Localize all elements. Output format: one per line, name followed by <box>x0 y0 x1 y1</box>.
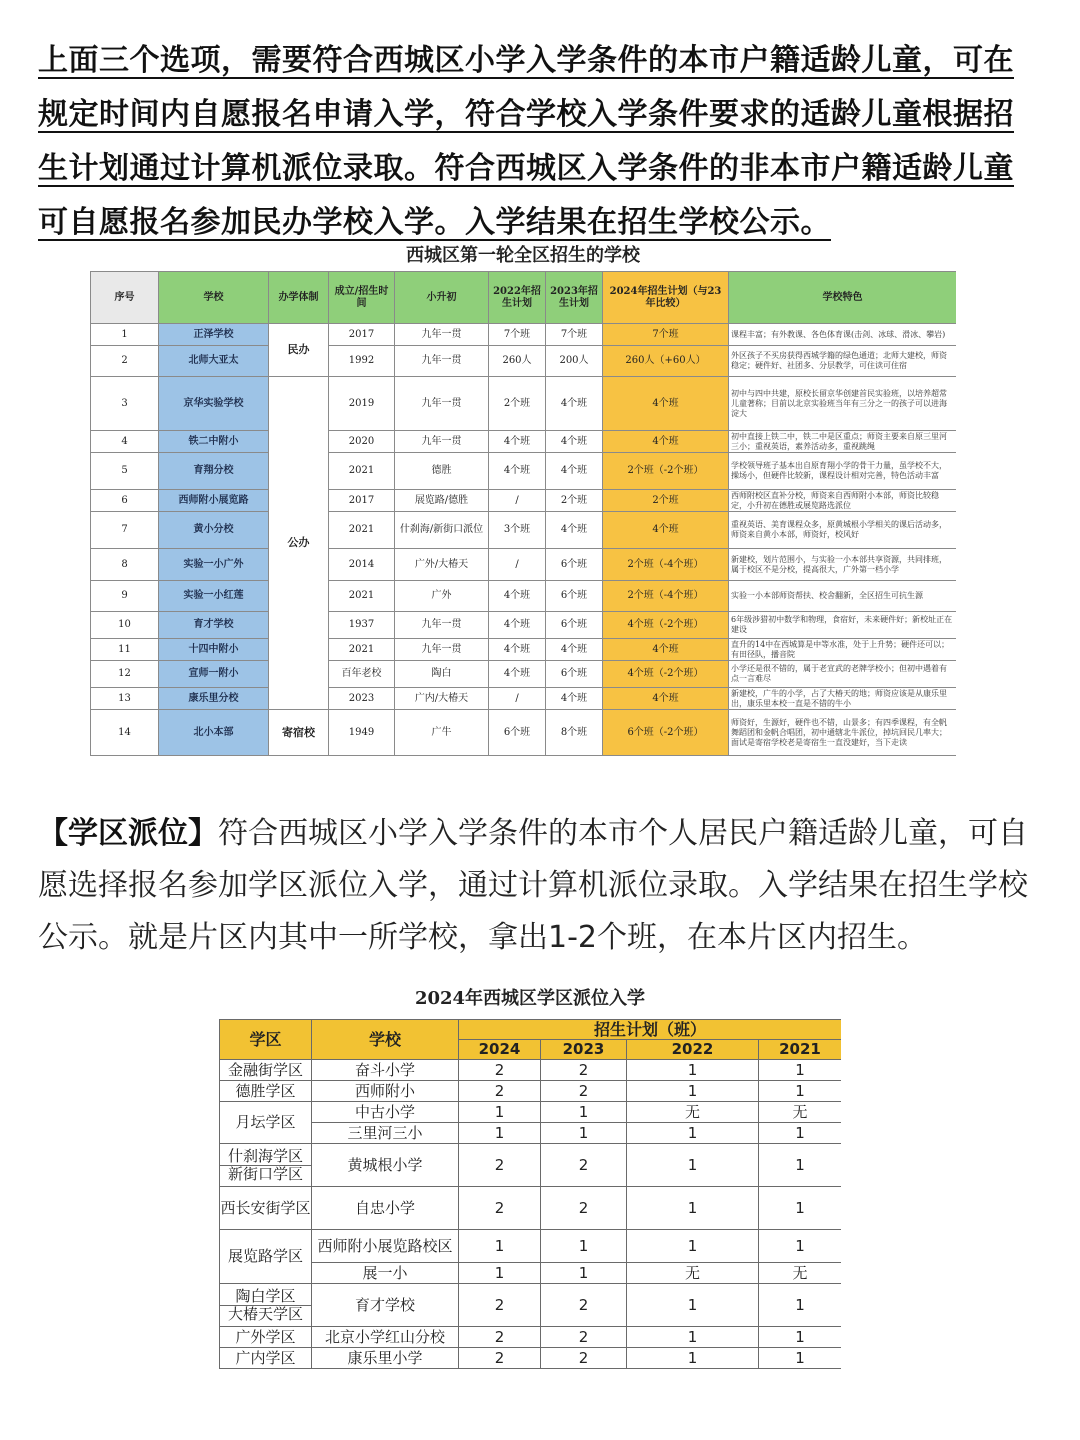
middle-school-mode: 广外 <box>395 581 489 612</box>
plan-value: 2 <box>541 1284 627 1327</box>
district-label: 大椿天学区 <box>220 1305 311 1323</box>
founded-year: 百年老校 <box>329 661 395 688</box>
plan-2022: / <box>489 490 546 512</box>
district-label: 新街口学区 <box>220 1165 311 1183</box>
school-name: 北小本部 <box>159 710 269 756</box>
plan-2022: 4个班 <box>489 581 546 612</box>
plan-2023: 8个班 <box>546 710 603 756</box>
school-name: 育翔分校 <box>159 453 269 490</box>
plan-value: 无 <box>759 1102 842 1123</box>
plan-2024: 4个班 <box>603 688 729 710</box>
school-feature: 初中与四中共建，原校长留京华创建首民实验班，以培养超常儿童著称；目前以北京实验班当年有三分之一的孩子可以进海淀大 <box>729 377 957 431</box>
founded-year: 1992 <box>329 346 395 377</box>
district-label: 广外学区 <box>235 1327 296 1346</box>
middle-school-mode: 九年一贯 <box>395 324 489 346</box>
plan-value: 1 <box>541 1230 627 1263</box>
plan-value: 1 <box>627 1081 759 1102</box>
header-system: 办学体制 <box>269 272 329 324</box>
district-name <box>220 1102 312 1144</box>
school-feature: 新建校，广牛的小学，占了大椿天的地；师资应该是从康乐里出，康乐里本校一直是不错的牛小 <box>729 688 957 710</box>
plan-value: 2 <box>459 1327 541 1348</box>
school-name: 展一小 <box>312 1263 459 1284</box>
header-plan2024: 2024年招生计划（与23年比较） <box>603 272 729 324</box>
plan-2022: 4个班 <box>489 639 546 661</box>
middle-school-mode: 九年一贯 <box>395 377 489 431</box>
school-name: 三里河三小 <box>312 1123 459 1144</box>
intro-text: 上面三个选项，需要符合西城区小学入学条件的本市户籍适龄儿童，可在规定时间内自愿报名申请入学，符合学校入学条件要求的适龄儿童根据招生计划通过计算机派位录取。符合西城区入学条件的非本市户籍适龄儿童可自愿报名参加民办学校入学。入学结果在招生学校公示。 <box>38 43 1014 240</box>
plan-value: 无 <box>759 1263 842 1284</box>
district-name <box>220 1348 312 1369</box>
school-name: 铁二中附小 <box>159 431 269 453</box>
middle-school-mode: 什刹海/新街口派位 <box>395 512 489 549</box>
school-feature: 新建校，划片范围小，与实验一小本部共享资源，共同排班，属于校区不是分校，提高很大，广外第一档小学 <box>729 549 957 581</box>
district-name <box>220 1327 312 1348</box>
plan-value: 1 <box>759 1144 842 1187</box>
row-number: 8 <box>91 549 159 581</box>
plan-2022: / <box>489 688 546 710</box>
middle-school-mode: 九年一贯 <box>395 639 489 661</box>
table1-row <box>91 639 957 661</box>
school-name: 实验一小广外 <box>159 549 269 581</box>
district-name <box>220 1230 312 1284</box>
school-name: 西师附小展览路 <box>159 490 269 512</box>
plan-2023: 6个班 <box>546 612 603 639</box>
table2-row <box>220 1060 842 1081</box>
middle-school-mode: 德胜 <box>395 453 489 490</box>
school-name: 十四中附小 <box>159 639 269 661</box>
district-lottery-table <box>219 979 841 1389</box>
plan-value: 1 <box>627 1187 759 1230</box>
table1-title: 西城区第一轮全区招生的学校 <box>406 245 640 266</box>
header-mode: 小升初 <box>395 272 489 324</box>
plan-2024: 4个班（-2个班） <box>603 612 729 639</box>
middle-school-mode: 广内/大椿天 <box>395 688 489 710</box>
row-number: 4 <box>91 431 159 453</box>
header-year: 2022 <box>627 1040 759 1060</box>
district-lottery-section <box>38 808 1043 964</box>
plan-value: 1 <box>459 1230 541 1263</box>
district-name <box>220 1284 312 1327</box>
plan-2024: 6个班（-2个班） <box>603 710 729 756</box>
row-number: 6 <box>91 490 159 512</box>
table1-row <box>91 377 957 431</box>
school-feature: 6年级涉猎初中数学和物理，食宿好，未来硬件好；新校址正在建设 <box>729 612 957 639</box>
founded-year: 2023 <box>329 688 395 710</box>
header-no: 序号 <box>91 272 159 324</box>
school-name: 实验一小红莲 <box>159 581 269 612</box>
founded-year: 2019 <box>329 377 395 431</box>
header-plan: 招生计划（班） <box>459 1020 842 1040</box>
school-feature: 外区孩子不买房获得西城学籍的绿色通道；北师大建校，师资稳定；硬件好、社团多、分层教学，可住读可住宿 <box>729 346 957 377</box>
plan-2024: 4个班 <box>603 639 729 661</box>
table1-row <box>91 688 957 710</box>
plan-2024: 4个班 <box>603 512 729 549</box>
plan-value: 1 <box>627 1284 759 1327</box>
table1-row <box>91 346 957 377</box>
table2-row <box>220 1144 842 1187</box>
district-label: 金融街学区 <box>227 1060 303 1079</box>
school-name: 奋斗小学 <box>312 1060 459 1081</box>
table2 <box>219 1019 841 1369</box>
plan-2023: 6个班 <box>546 661 603 688</box>
row-number: 9 <box>91 581 159 612</box>
intro-paragraph <box>38 34 1038 250</box>
plan-2022: 4个班 <box>489 612 546 639</box>
school-name: 正泽学校 <box>159 324 269 346</box>
table1-row <box>91 324 957 346</box>
school-name: 黄城根小学 <box>312 1144 459 1187</box>
plan-value: 1 <box>459 1123 541 1144</box>
plan-value: 无 <box>627 1263 759 1284</box>
header-school: 学校 <box>312 1020 459 1060</box>
school-name: 康乐里分校 <box>159 688 269 710</box>
header-year: 2021 <box>759 1040 842 1060</box>
middle-school-mode: 九年一贯 <box>395 431 489 453</box>
plan-2023: 200人 <box>546 346 603 377</box>
school-feature: 实验一小本部师资帮扶、校舍翻新，全区招生可抗生源 <box>729 581 957 612</box>
plan-value: 1 <box>541 1263 627 1284</box>
school-name: 西师附小展览路校区 <box>312 1230 459 1263</box>
header-plan2022: 2022年招生计划 <box>489 272 546 324</box>
founded-year: 2017 <box>329 324 395 346</box>
plan-value: 2 <box>459 1081 541 1102</box>
header-district: 学区 <box>220 1020 312 1060</box>
plan-2023: 6个班 <box>546 581 603 612</box>
district-label: 什刹海学区 <box>227 1146 303 1165</box>
table1-row <box>91 431 957 453</box>
plan-2023: 4个班 <box>546 512 603 549</box>
district-label: 西长安街学区 <box>220 1198 311 1217</box>
plan-2024: 4个班 <box>603 431 729 453</box>
district-label: 广内学区 <box>235 1348 296 1367</box>
plan-value: 1 <box>759 1230 842 1263</box>
table2-row <box>220 1123 842 1144</box>
plan-2023: 6个班 <box>546 549 603 581</box>
system-private: 民办 <box>269 324 329 377</box>
plan-value: 2 <box>459 1144 541 1187</box>
district-label: 月坛学区 <box>235 1113 296 1131</box>
founded-year: 2021 <box>329 453 395 490</box>
table2-row <box>220 1187 842 1230</box>
citywide-schools-table <box>90 241 956 773</box>
plan-value: 2 <box>459 1348 541 1369</box>
founded-year: 2020 <box>329 431 395 453</box>
school-feature: 小学还是很不错的，属于老宣武的老牌学校小；但初中遇着有点一言难尽 <box>729 661 957 688</box>
school-name: 黄小分校 <box>159 512 269 549</box>
middle-school-mode: 九年一贯 <box>395 346 489 377</box>
plan-2024: 2个班（-2个班） <box>603 453 729 490</box>
plan-value: 1 <box>459 1102 541 1123</box>
district-name <box>220 1187 312 1230</box>
plan-value: 2 <box>541 1060 627 1081</box>
plan-2023: 7个班 <box>546 324 603 346</box>
plan-value: 2 <box>541 1327 627 1348</box>
district-label: 德胜学区 <box>235 1081 296 1100</box>
plan-value: 1 <box>759 1123 842 1144</box>
plan-2024: 4个班 <box>603 377 729 431</box>
plan-value: 1 <box>627 1144 759 1187</box>
plan-value: 1 <box>759 1060 842 1081</box>
header-year: 2024 <box>459 1040 541 1060</box>
school-name: 京华实验学校 <box>159 377 269 431</box>
school-name: 育才学校 <box>312 1284 459 1327</box>
table1-row <box>91 612 957 639</box>
row-number: 13 <box>91 688 159 710</box>
row-number: 11 <box>91 639 159 661</box>
table1-row <box>91 512 957 549</box>
school-feature: 直升的14中在西城算是中等水准，处于上升势；硬件还可以；有田径队，播音院 <box>729 639 957 661</box>
plan-value: 2 <box>541 1348 627 1369</box>
district-label: 展览路学区 <box>227 1247 303 1265</box>
plan-2023: 4个班 <box>546 377 603 431</box>
row-number: 12 <box>91 661 159 688</box>
school-feature: 师资好，生源好，硬件也不错，山景多；有四季课程，有全帆舞蹈团和金帆合唱团，初中通辖北牛派位，掉坑回民几率大；面试是寄宿学校老是寄宿生一直没建好，当下走读 <box>729 710 957 756</box>
school-name: 中古小学 <box>312 1102 459 1123</box>
school-feature: 课程丰富；有外教课、各色体育课(击剑、冰球、滑冰、攀岩) <box>729 324 957 346</box>
plan-2023: 2个班 <box>546 490 603 512</box>
founded-year: 2021 <box>329 581 395 612</box>
plan-2022: 2个班 <box>489 377 546 431</box>
founded-year: 2014 <box>329 549 395 581</box>
plan-value: 1 <box>627 1327 759 1348</box>
table2-row <box>220 1327 842 1348</box>
plan-value: 1 <box>541 1102 627 1123</box>
table2-row <box>220 1263 842 1284</box>
plan-value: 1 <box>627 1123 759 1144</box>
school-feature: 学校领导班子基本出自原育翔小学的骨干力量，虽学校不大，操场小，但硬件比较新，课程设计相对完善，特色活动丰富 <box>729 453 957 490</box>
founded-year: 2017 <box>329 490 395 512</box>
plan-2022: 7个班 <box>489 324 546 346</box>
founded-year: 2021 <box>329 639 395 661</box>
table1-row <box>91 549 957 581</box>
school-feature: 初中直接上铁二中，铁二中是区重点；师资主要来自原三里河三小；重视英语，素养活动多，重视跳绳 <box>729 431 957 453</box>
plan-2024: 7个班 <box>603 324 729 346</box>
middle-school-mode: 陶白 <box>395 661 489 688</box>
plan-2024: 260人（+60人） <box>603 346 729 377</box>
plan-2023: 4个班 <box>546 453 603 490</box>
middle-school-mode: 广外/大椿天 <box>395 549 489 581</box>
table2-row <box>220 1081 842 1102</box>
district-label: 陶白学区 <box>235 1286 296 1305</box>
table2-row <box>220 1284 842 1327</box>
plan-2022: 4个班 <box>489 431 546 453</box>
founded-year: 2021 <box>329 512 395 549</box>
district-name <box>220 1081 312 1102</box>
header-plan2023: 2023年招生计划 <box>546 272 603 324</box>
district-name <box>220 1060 312 1081</box>
row-number: 5 <box>91 453 159 490</box>
row-number: 2 <box>91 346 159 377</box>
school-feature: 重视英语、美育课程众多，原黄城根小学相关的课后活动多，师资来自黄小本部，师资好，校风好 <box>729 512 957 549</box>
plan-2022: / <box>489 549 546 581</box>
table2-row <box>220 1102 842 1123</box>
plan-2024: 2个班（-4个班） <box>603 581 729 612</box>
plan-2024: 2个班 <box>603 490 729 512</box>
plan-value: 1 <box>627 1230 759 1263</box>
plan-2022: 6个班 <box>489 710 546 756</box>
plan-2022: 4个班 <box>489 453 546 490</box>
plan-2024: 4个班（-2个班） <box>603 661 729 688</box>
table1-row <box>91 581 957 612</box>
plan-value: 1 <box>759 1284 842 1327</box>
plan-value: 2 <box>459 1187 541 1230</box>
plan-value: 2 <box>541 1187 627 1230</box>
plan-value: 无 <box>627 1102 759 1123</box>
founded-year: 1937 <box>329 612 395 639</box>
founded-year: 1949 <box>329 710 395 756</box>
table1-row <box>91 490 957 512</box>
section-text: 符合西城区小学入学条件的本市个人居民户籍适龄儿童，可自愿选择报名参加学区派位入学，通过计算机派位录取。入学结果在招生学校公示。就是片区内其中一所学校，拿出1-2个班，在本片区内招生。 <box>38 816 1028 955</box>
middle-school-mode: 展览路/德胜 <box>395 490 489 512</box>
plan-value: 1 <box>759 1327 842 1348</box>
header-year: 2023 <box>541 1040 627 1060</box>
school-name: 康乐里小学 <box>312 1348 459 1369</box>
row-number: 1 <box>91 324 159 346</box>
middle-school-mode: 九年一贯 <box>395 612 489 639</box>
table2-row <box>220 1348 842 1369</box>
table1 <box>90 271 956 756</box>
plan-value: 1 <box>541 1123 627 1144</box>
district-name <box>220 1144 312 1187</box>
plan-2022: 260人 <box>489 346 546 377</box>
school-name: 育才学校 <box>159 612 269 639</box>
plan-2024: 2个班（-4个班） <box>603 549 729 581</box>
school-name: 西师附小 <box>312 1081 459 1102</box>
table1-row <box>91 710 957 756</box>
plan-2023: 4个班 <box>546 688 603 710</box>
system-boarding: 寄宿校 <box>269 710 329 756</box>
plan-value: 2 <box>459 1060 541 1081</box>
plan-2023: 4个班 <box>546 431 603 453</box>
system-public: 公办 <box>269 377 329 710</box>
plan-value: 1 <box>459 1263 541 1284</box>
row-number: 7 <box>91 512 159 549</box>
plan-value: 1 <box>627 1348 759 1369</box>
school-name: 宣师一附小 <box>159 661 269 688</box>
header-school: 学校 <box>159 272 269 324</box>
plan-value: 1 <box>759 1081 842 1102</box>
plan-value: 2 <box>541 1081 627 1102</box>
header-feature: 学校特色 <box>729 272 957 324</box>
school-name: 北京小学红山分校 <box>312 1327 459 1348</box>
table2-title: 2024年西城区学区派位入学 <box>219 979 841 1019</box>
row-number: 10 <box>91 612 159 639</box>
school-name: 北师大亚太 <box>159 346 269 377</box>
row-number: 14 <box>91 710 159 756</box>
plan-value: 1 <box>759 1187 842 1230</box>
plan-value: 1 <box>759 1348 842 1369</box>
row-number: 3 <box>91 377 159 431</box>
header-founded: 成立/招生时间 <box>329 272 395 324</box>
table2-row <box>220 1230 842 1263</box>
table1-row <box>91 661 957 688</box>
middle-school-mode: 广牛 <box>395 710 489 756</box>
plan-value: 2 <box>459 1284 541 1327</box>
table1-row <box>91 453 957 490</box>
plan-2022: 4个班 <box>489 661 546 688</box>
plan-2023: 4个班 <box>546 639 603 661</box>
school-feature: 西师附校区直补分校，师资来自西师附小本部，师资比较稳定，小升初在德胜或展览路选派位 <box>729 490 957 512</box>
plan-value: 2 <box>541 1144 627 1187</box>
plan-2022: 3个班 <box>489 512 546 549</box>
school-name: 自忠小学 <box>312 1187 459 1230</box>
plan-value: 1 <box>627 1060 759 1081</box>
section-title: 【学区派位】 <box>38 816 218 851</box>
